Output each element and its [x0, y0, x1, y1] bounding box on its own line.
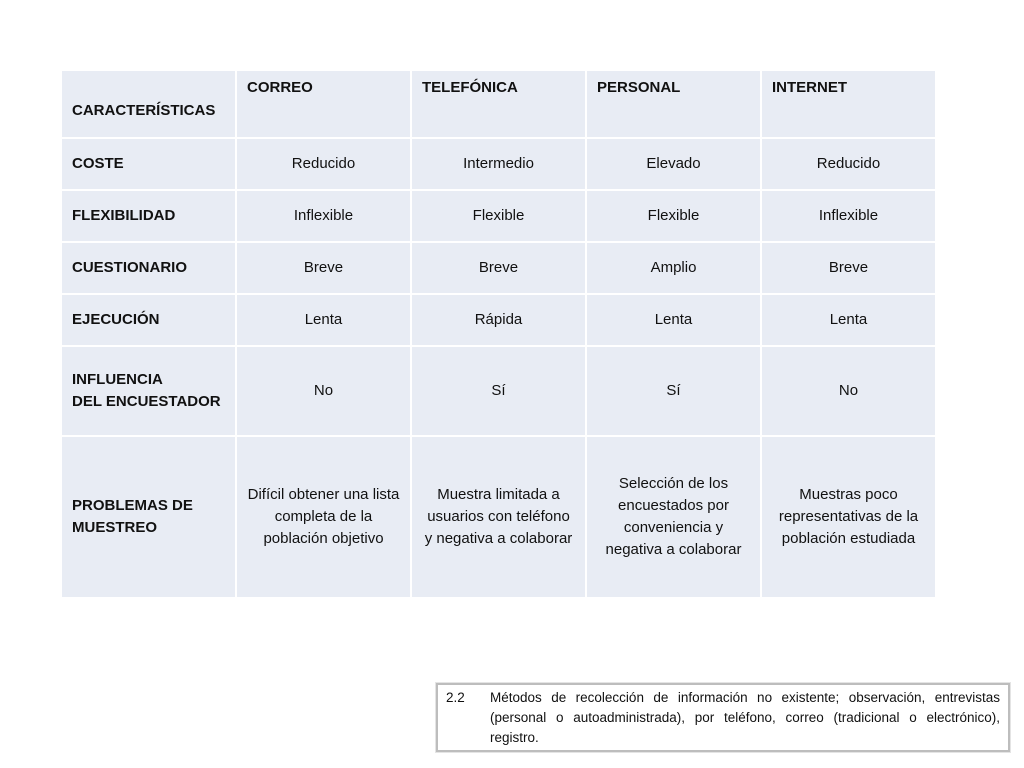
table-cell: Lenta — [236, 294, 411, 346]
table-cell: Flexible — [411, 190, 586, 242]
caption-text: Métodos de recolección de información no existente; observación, entrevistas (personal o autoadministrada), por teléfono, correo (tradicional o electrónico), registro. — [490, 690, 1000, 745]
table-cell: Reducido — [761, 138, 936, 190]
row-label-ejecucion: EJECUCIÓN — [61, 294, 236, 346]
row-label-flexibilidad: FLEXIBILIDAD — [61, 190, 236, 242]
table-cell: Intermedio — [411, 138, 586, 190]
table-header-row — [61, 70, 936, 138]
table-row — [61, 294, 936, 346]
table-cell: Breve — [761, 242, 936, 294]
caption-box — [436, 683, 1010, 752]
table-cell: Rápida — [411, 294, 586, 346]
header-internet: INTERNET — [761, 70, 936, 138]
header-personal: PERSONAL — [586, 70, 761, 138]
row-label-line: DEL ENCUESTADOR — [72, 393, 221, 410]
table-cell: Elevado — [586, 138, 761, 190]
table-row — [61, 190, 936, 242]
header-caracteristicas: CARACTERÍSTICAS — [61, 70, 236, 138]
header-telefonica: TELEFÓNICA — [411, 70, 586, 138]
header-correo: CORREO — [236, 70, 411, 138]
table-row — [61, 346, 936, 436]
table-cell: Inflexible — [761, 190, 936, 242]
row-label-line: PROBLEMAS DE — [72, 497, 193, 514]
row-label-cuestionario: CUESTIONARIO — [61, 242, 236, 294]
caption-number: 2.2 — [446, 690, 465, 705]
table-cell: Amplio — [586, 242, 761, 294]
row-label-line: INFLUENCIA — [72, 371, 163, 388]
table-cell: Selección de los encuestados por conveniencia y negativa a colaborar — [586, 436, 761, 598]
table-row — [61, 138, 936, 190]
table-row — [61, 242, 936, 294]
table-cell: No — [236, 346, 411, 436]
comparison-table — [60, 69, 937, 599]
table-row — [61, 436, 936, 598]
table-cell: Breve — [236, 242, 411, 294]
table-cell: Muestra limitada a usuarios con teléfono y negativa a colaborar — [411, 436, 586, 598]
table-cell: Inflexible — [236, 190, 411, 242]
table-cell: Sí — [586, 346, 761, 436]
table-cell: Lenta — [586, 294, 761, 346]
row-label-problemas — [61, 436, 236, 598]
table-cell: Reducido — [236, 138, 411, 190]
table-cell: Breve — [411, 242, 586, 294]
table-cell: Sí — [411, 346, 586, 436]
table-cell: Lenta — [761, 294, 936, 346]
row-label-influencia — [61, 346, 236, 436]
table-cell: Difícil obtener una lista completa de la población objetivo — [236, 436, 411, 598]
table-cell: No — [761, 346, 936, 436]
row-label-line: MUESTREO — [72, 519, 158, 536]
row-label-coste: COSTE — [61, 138, 236, 190]
table-cell: Muestras poco representativas de la población estudiada — [761, 436, 936, 598]
table-cell: Flexible — [586, 190, 761, 242]
